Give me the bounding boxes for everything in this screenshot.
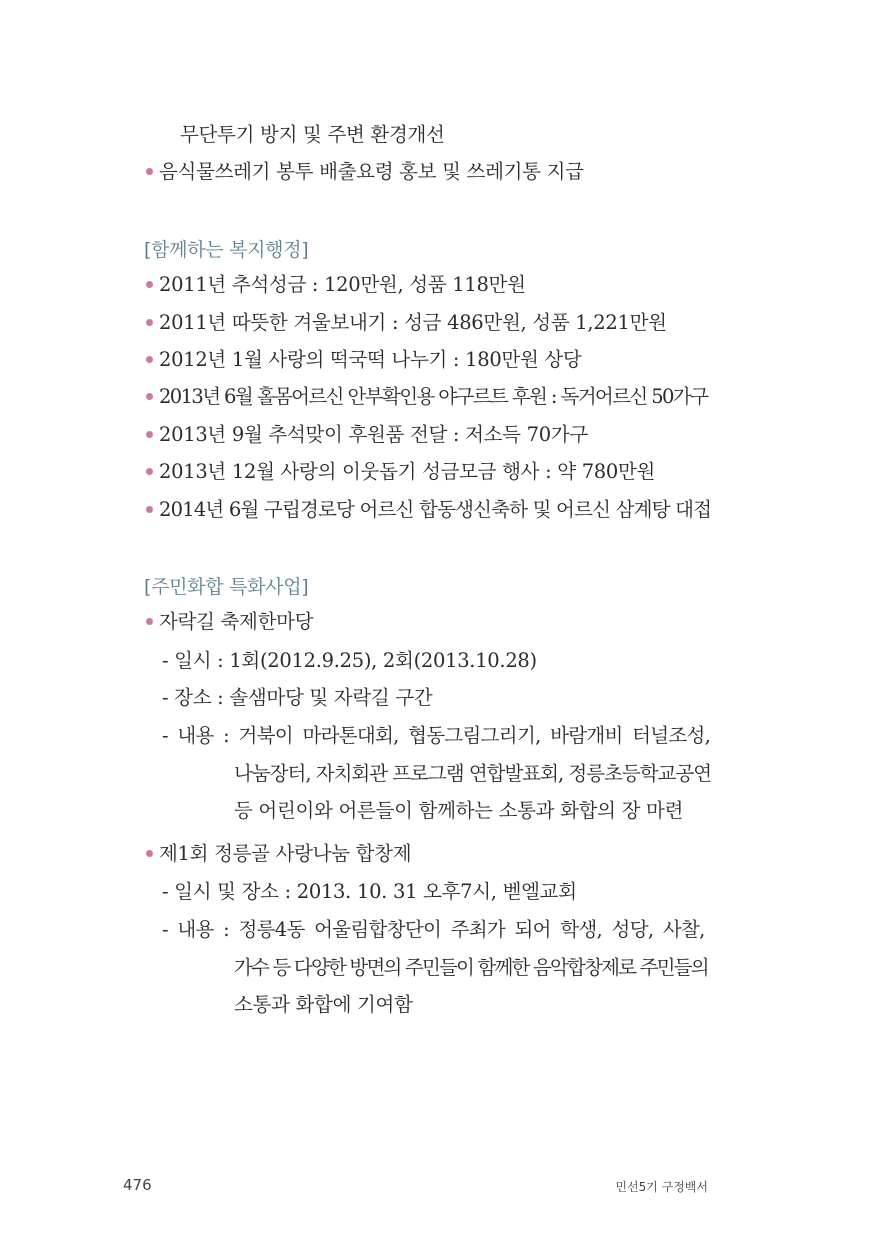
bullet-item: [146, 162, 584, 182]
event-title-text: 제1회 정릉골 사랑나눔 합창제: [159, 842, 412, 865]
bullet-dot-icon: [146, 281, 153, 288]
bullet-dot-icon: [146, 168, 153, 175]
welfare-item-text: 2011년 따뜻한 겨울보내기 : 성금 486만원, 성품 1,221만원: [159, 311, 667, 334]
continuation-line: 무단투기 방지 및 주변 환경개선: [180, 123, 445, 146]
welfare-item: [146, 462, 655, 482]
event-title-text: 자락길 축제한마당: [159, 610, 314, 633]
section-heading-welfare: [함께하는 복지행정]: [144, 239, 309, 261]
bullet-dot-icon: [146, 506, 153, 513]
event-content-line: 가수 등 다양한 방면의 주민들이 함께한 음악합창제로 주민들의: [234, 956, 708, 979]
event-content-line: - 내용 : 정릉4동 어울림합창단이 주최가 되어 학생, 성당, 사찰,: [162, 918, 705, 941]
page-number: 476: [123, 1176, 152, 1194]
book-title: 민선5기 구정백서: [615, 1180, 708, 1194]
event-content-line: - 내용 : 거북이 마라톤대회, 협동그림그리기, 바람개비 터널조성,: [162, 724, 711, 747]
bullet-dot-icon: [146, 618, 153, 625]
section-heading-harmony: [주민화합 특화사업]: [144, 576, 309, 598]
welfare-item-text: 2013년 12월 사랑의 이웃돕기 성금모금 행사 : 약 780만원: [159, 460, 656, 483]
event-title: [146, 844, 411, 864]
welfare-item-text: 2012년 1월 사랑의 떡국떡 나누기 : 180만원 상당: [159, 348, 582, 371]
welfare-item: [146, 275, 526, 295]
bullet-dot-icon: [146, 850, 153, 857]
bullet-dot-icon: [146, 319, 153, 326]
event-content-line: 소통과 화합에 기여함: [234, 993, 413, 1016]
bullet-text: 음식물쓰레기 봉투 배출요령 홍보 및 쓰레기통 지급: [159, 160, 584, 183]
welfare-item: [146, 313, 667, 333]
event-content-line: 나눔장터, 자치회관 프로그램 연합발표회, 정릉초등학교공연: [234, 762, 712, 785]
welfare-item: [146, 350, 581, 370]
bullet-dot-icon: [146, 356, 153, 363]
welfare-item-text: 2013년 6월 홀몸어르신 안부확인용 야구르트 후원 : 독거어르신 50가구: [159, 385, 708, 408]
event-content-line: 등 어린이와 어른들이 함께하는 소통과 화합의 장 마련: [234, 799, 684, 822]
event-place: - 장소 : 솔샘마당 및 자락길 구간: [162, 686, 433, 709]
welfare-item-text: 2014년 6월 구립경로당 어르신 합동생신축하 및 어르신 삼계탕 대접: [159, 498, 712, 521]
welfare-item: [146, 500, 711, 520]
event-date-place: - 일시 및 장소 : 2013. 10. 31 오후7시, 벧엘교회: [162, 880, 577, 903]
welfare-item-text: 2013년 9월 추석맞이 후원품 전달 : 저소득 70가구: [159, 423, 588, 446]
event-date: - 일시 : 1회(2012.9.25), 2회(2013.10.28): [162, 649, 537, 672]
bullet-dot-icon: [146, 393, 153, 400]
welfare-item: [146, 387, 707, 407]
event-title: [146, 612, 313, 632]
bullet-dot-icon: [146, 431, 153, 438]
welfare-item: [146, 425, 588, 445]
welfare-item-text: 2011년 추석성금 : 120만원, 성품 118만원: [159, 273, 526, 296]
bullet-dot-icon: [146, 468, 153, 475]
